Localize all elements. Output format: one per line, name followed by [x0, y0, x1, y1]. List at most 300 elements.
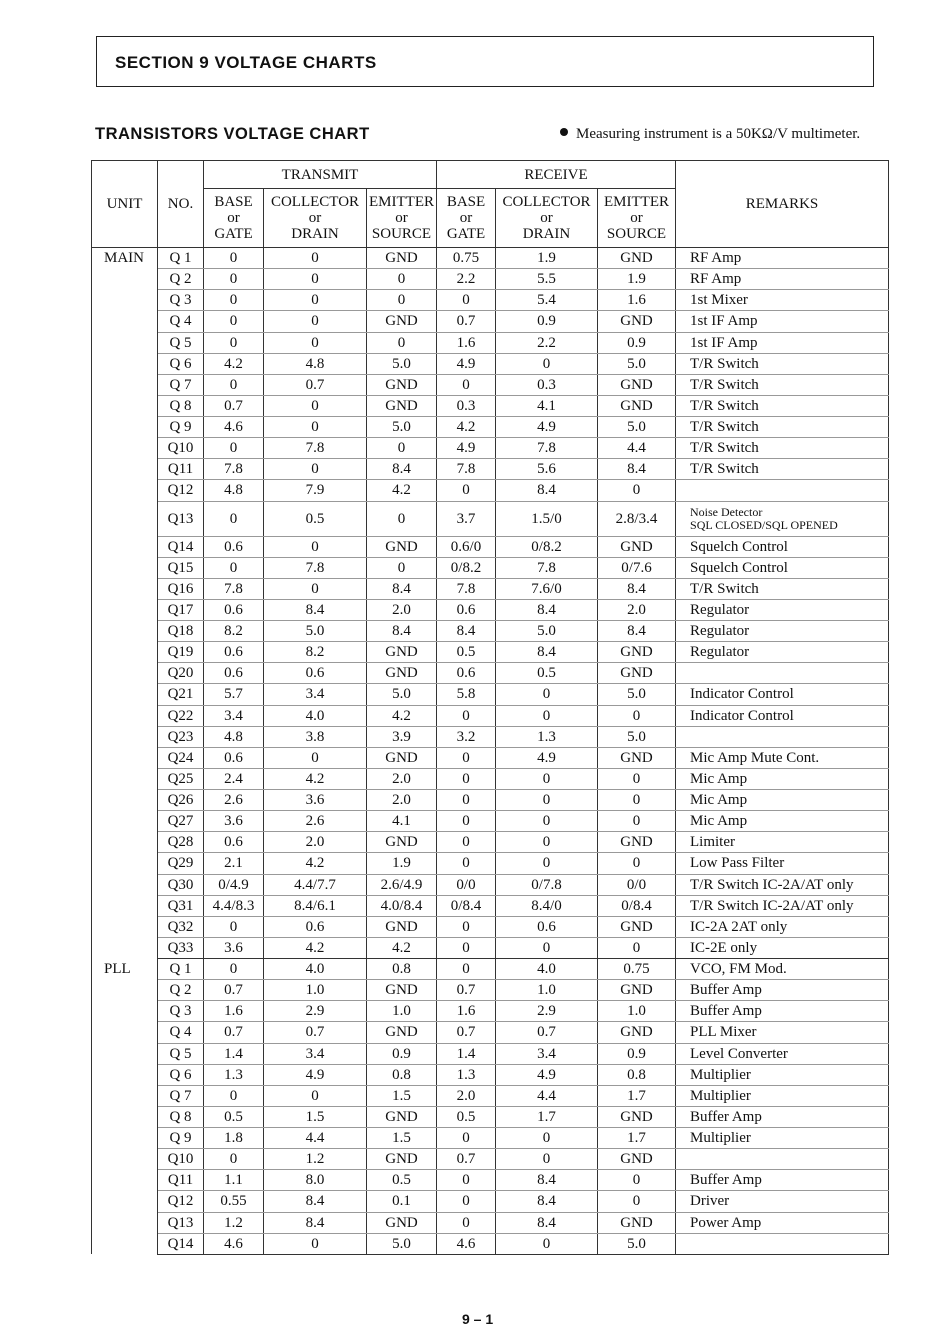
voltage-rx-emitter: GND — [598, 832, 676, 853]
voltage-tx-emitter: GND — [367, 1106, 437, 1127]
voltage-rx-collector: 0.5 — [496, 663, 598, 684]
table-row — [92, 1085, 889, 1106]
voltage-chart-body — [92, 248, 889, 1255]
table-row — [92, 417, 889, 438]
voltage-tx-collector: 8.4 — [264, 1191, 367, 1212]
remarks-cell: T/R Switch — [676, 417, 889, 438]
voltage-tx-base: 0 — [204, 374, 264, 395]
remarks-cell: Squelch Control — [676, 557, 889, 578]
voltage-tx-base: 0 — [204, 1149, 264, 1170]
remarks-cell: Buffer Amp — [676, 1170, 889, 1191]
voltage-tx-base: 1.3 — [204, 1064, 264, 1085]
voltage-rx-collector: 0 — [496, 705, 598, 726]
table-row — [92, 832, 889, 853]
remarks-cell — [676, 663, 889, 684]
voltage-tx-collector: 3.8 — [264, 726, 367, 747]
voltage-tx-base: 1.2 — [204, 1212, 264, 1233]
voltage-rx-emitter: GND — [598, 374, 676, 395]
table-row — [92, 578, 889, 599]
transistor-no: Q 5 — [158, 332, 204, 353]
transistor-no: Q 6 — [158, 353, 204, 374]
voltage-rx-collector: 0 — [496, 353, 598, 374]
voltage-rx-collector: 0.9 — [496, 311, 598, 332]
voltage-tx-emitter: 2.0 — [367, 599, 437, 620]
voltage-tx-base: 0.6 — [204, 599, 264, 620]
chart-title: TRANSISTORS VOLTAGE CHART — [95, 125, 370, 143]
voltage-tx-collector: 0 — [264, 311, 367, 332]
voltage-rx-base: 0/8.2 — [437, 557, 496, 578]
voltage-rx-emitter: 0 — [598, 480, 676, 501]
transistor-no: Q 8 — [158, 395, 204, 416]
remarks-cell — [676, 480, 889, 501]
voltage-rx-collector: 0 — [496, 1128, 598, 1149]
remarks-cell: Multiplier — [676, 1085, 889, 1106]
voltage-rx-base: 2.2 — [437, 269, 496, 290]
remarks-cell: T/R Switch — [676, 578, 889, 599]
voltage-tx-base: 0 — [204, 1085, 264, 1106]
voltage-tx-base: 7.8 — [204, 459, 264, 480]
voltage-tx-base: 0.5 — [204, 1106, 264, 1127]
bullet-icon — [560, 128, 568, 136]
remarks-cell: RF Amp — [676, 269, 889, 290]
remarks-cell: Buffer Amp — [676, 1106, 889, 1127]
transistor-no: Q23 — [158, 726, 204, 747]
voltage-rx-emitter: 0/8.4 — [598, 895, 676, 916]
voltage-rx-collector: 0 — [496, 832, 598, 853]
table-row — [92, 895, 889, 916]
remarks-cell — [676, 1233, 889, 1254]
remarks-cell: IC-2E only — [676, 937, 889, 958]
remarks-cell: Regulator — [676, 599, 889, 620]
voltage-rx-base: 0 — [437, 937, 496, 958]
transistor-no: Q10 — [158, 1149, 204, 1170]
table-row — [92, 1149, 889, 1170]
voltage-tx-base: 0 — [204, 916, 264, 937]
voltage-rx-collector: 0 — [496, 1149, 598, 1170]
voltage-rx-emitter: 0 — [598, 853, 676, 874]
remarks-cell — [676, 726, 889, 747]
voltage-tx-emitter: 0 — [367, 557, 437, 578]
voltage-rx-base: 7.8 — [437, 578, 496, 599]
voltage-rx-collector: 8.4/0 — [496, 895, 598, 916]
voltage-rx-base: 0 — [437, 1212, 496, 1233]
voltage-tx-emitter: 4.2 — [367, 705, 437, 726]
voltage-tx-emitter: 1.0 — [367, 1001, 437, 1022]
voltage-rx-base: 3.2 — [437, 726, 496, 747]
transistor-no: Q16 — [158, 578, 204, 599]
table-row — [92, 290, 889, 311]
voltage-chart-table — [91, 160, 889, 1255]
voltage-rx-base: 0 — [437, 1128, 496, 1149]
voltage-tx-base: 0.55 — [204, 1191, 264, 1212]
voltage-tx-collector: 4.4 — [264, 1128, 367, 1149]
voltage-rx-base: 0 — [437, 811, 496, 832]
table-row — [92, 1022, 889, 1043]
voltage-rx-base: 0.3 — [437, 395, 496, 416]
table-row — [92, 621, 889, 642]
voltage-tx-emitter: 8.4 — [367, 459, 437, 480]
table-row — [92, 1191, 889, 1212]
transistor-no: Q 4 — [158, 1022, 204, 1043]
voltage-rx-emitter: GND — [598, 311, 676, 332]
transistor-no: Q12 — [158, 1191, 204, 1212]
voltage-tx-emitter: GND — [367, 747, 437, 768]
voltage-tx-base: 4.2 — [204, 353, 264, 374]
remarks-cell — [676, 1149, 889, 1170]
remarks-cell: 1st IF Amp — [676, 332, 889, 353]
voltage-tx-collector: 0 — [264, 332, 367, 353]
transistor-no: Q33 — [158, 937, 204, 958]
remarks-cell: Level Converter — [676, 1043, 889, 1064]
transistor-no: Q11 — [158, 459, 204, 480]
voltage-rx-base: 0 — [437, 374, 496, 395]
remarks-cell: Regulator — [676, 621, 889, 642]
voltage-rx-collector: 0 — [496, 853, 598, 874]
voltage-rx-base: 0 — [437, 790, 496, 811]
voltage-tx-collector: 3.4 — [264, 1043, 367, 1064]
remarks-cell: Low Pass Filter — [676, 853, 889, 874]
voltage-rx-emitter: GND — [598, 1022, 676, 1043]
voltage-rx-base: 0/0 — [437, 874, 496, 895]
remarks-line-2: SQL CLOSED/SQL OPENED — [690, 517, 838, 532]
voltage-tx-emitter: 8.4 — [367, 621, 437, 642]
voltage-tx-base: 0 — [204, 332, 264, 353]
voltage-tx-collector: 0 — [264, 1233, 367, 1254]
table-row — [92, 1233, 889, 1254]
voltage-tx-emitter: 5.0 — [367, 1233, 437, 1254]
transistor-no: Q14 — [158, 536, 204, 557]
remarks-cell: T/R Switch — [676, 395, 889, 416]
table-row — [92, 599, 889, 620]
table-row — [92, 269, 889, 290]
voltage-tx-collector: 1.2 — [264, 1149, 367, 1170]
voltage-rx-base: 1.6 — [437, 1001, 496, 1022]
transistor-no: Q14 — [158, 1233, 204, 1254]
voltage-tx-base: 1.6 — [204, 1001, 264, 1022]
voltage-rx-collector: 4.0 — [496, 959, 598, 980]
table-row — [92, 1043, 889, 1064]
table-row — [92, 853, 889, 874]
voltage-rx-emitter: 5.0 — [598, 353, 676, 374]
page-number: 9 – 1 — [462, 1311, 494, 1327]
voltage-rx-collector: 4.9 — [496, 1064, 598, 1085]
remarks-cell: Multiplier — [676, 1064, 889, 1085]
voltage-rx-base: 0.5 — [437, 642, 496, 663]
header-tx-base: BASE or GATE — [204, 189, 264, 248]
voltage-rx-emitter: 2.0 — [598, 599, 676, 620]
table-row — [92, 332, 889, 353]
transistor-no: Q 5 — [158, 1043, 204, 1064]
voltage-tx-collector: 7.9 — [264, 480, 367, 501]
voltage-rx-collector: 0 — [496, 768, 598, 789]
remarks-cell: Limiter — [676, 832, 889, 853]
voltage-tx-collector: 0.5 — [264, 501, 367, 536]
table-row — [92, 438, 889, 459]
voltage-tx-emitter: GND — [367, 916, 437, 937]
voltage-tx-collector: 0 — [264, 747, 367, 768]
voltage-rx-collector: 2.2 — [496, 332, 598, 353]
table-row — [92, 1212, 889, 1233]
voltage-rx-collector: 1.0 — [496, 980, 598, 1001]
header-receive: RECEIVE — [437, 161, 676, 189]
transistor-no: Q25 — [158, 768, 204, 789]
voltage-rx-collector: 5.6 — [496, 459, 598, 480]
voltage-tx-collector: 0.7 — [264, 374, 367, 395]
voltage-rx-base: 4.2 — [437, 417, 496, 438]
voltage-tx-collector: 0 — [264, 269, 367, 290]
voltage-tx-emitter: GND — [367, 311, 437, 332]
remarks-cell: Squelch Control — [676, 536, 889, 557]
header-rx-collector: COLLECTOR or DRAIN — [496, 189, 598, 248]
header-tx-collector: COLLECTOR or DRAIN — [264, 189, 367, 248]
voltage-rx-collector: 4.9 — [496, 417, 598, 438]
remarks-cell: VCO, FM Mod. — [676, 959, 889, 980]
voltage-tx-base: 2.6 — [204, 790, 264, 811]
table-row — [92, 1064, 889, 1085]
voltage-rx-base: 1.6 — [437, 332, 496, 353]
remarks-cell: Mic Amp — [676, 768, 889, 789]
voltage-tx-base: 0 — [204, 269, 264, 290]
voltage-tx-base: 4.4/8.3 — [204, 895, 264, 916]
voltage-tx-base: 8.2 — [204, 621, 264, 642]
voltage-rx-emitter: 0 — [598, 790, 676, 811]
voltage-rx-emitter: 5.0 — [598, 417, 676, 438]
voltage-tx-emitter: 1.9 — [367, 853, 437, 874]
voltage-tx-collector: 7.8 — [264, 557, 367, 578]
voltage-rx-collector: 8.4 — [496, 642, 598, 663]
voltage-rx-emitter: 1.9 — [598, 269, 676, 290]
transistor-no: Q 8 — [158, 1106, 204, 1127]
voltage-tx-collector: 2.6 — [264, 811, 367, 832]
voltage-tx-collector: 5.0 — [264, 621, 367, 642]
voltage-tx-collector: 4.4/7.7 — [264, 874, 367, 895]
voltage-tx-emitter: 0.8 — [367, 959, 437, 980]
voltage-tx-emitter: 5.0 — [367, 353, 437, 374]
voltage-rx-collector: 0 — [496, 684, 598, 705]
voltage-tx-collector: 2.9 — [264, 1001, 367, 1022]
voltage-rx-collector: 5.5 — [496, 269, 598, 290]
voltage-rx-emitter: 0.9 — [598, 332, 676, 353]
voltage-tx-emitter: GND — [367, 1149, 437, 1170]
voltage-tx-collector: 2.0 — [264, 832, 367, 853]
voltage-rx-base: 5.8 — [437, 684, 496, 705]
voltage-tx-collector: 0 — [264, 1085, 367, 1106]
voltage-rx-base: 0.7 — [437, 980, 496, 1001]
transistor-no: Q 7 — [158, 1085, 204, 1106]
transistor-no: Q 1 — [158, 248, 204, 269]
voltage-rx-emitter: 2.8/3.4 — [598, 501, 676, 536]
voltage-tx-collector: 1.0 — [264, 980, 367, 1001]
voltage-tx-base: 3.6 — [204, 811, 264, 832]
transistor-no: Q 2 — [158, 980, 204, 1001]
voltage-tx-collector: 8.0 — [264, 1170, 367, 1191]
voltage-tx-base: 0.6 — [204, 832, 264, 853]
voltage-tx-base: 0.6 — [204, 642, 264, 663]
voltage-rx-base: 4.6 — [437, 1233, 496, 1254]
transistor-no: Q 1 — [158, 959, 204, 980]
voltage-rx-emitter: GND — [598, 1149, 676, 1170]
remarks-cell: Buffer Amp — [676, 980, 889, 1001]
transistor-no: Q 3 — [158, 1001, 204, 1022]
voltage-rx-emitter: 0 — [598, 811, 676, 832]
voltage-tx-emitter: 0 — [367, 501, 437, 536]
voltage-rx-collector: 0 — [496, 1233, 598, 1254]
voltage-tx-emitter: 0 — [367, 269, 437, 290]
transistor-no: Q18 — [158, 621, 204, 642]
table-row — [92, 726, 889, 747]
voltage-tx-collector: 0.7 — [264, 1022, 367, 1043]
voltage-tx-emitter: 0.9 — [367, 1043, 437, 1064]
measurement-note — [560, 126, 860, 143]
voltage-tx-collector: 4.2 — [264, 853, 367, 874]
voltage-rx-collector: 0 — [496, 937, 598, 958]
voltage-tx-base: 1.8 — [204, 1128, 264, 1149]
transistor-no: Q 6 — [158, 1064, 204, 1085]
table-row — [92, 705, 889, 726]
remarks-cell: 1st Mixer — [676, 290, 889, 311]
voltage-tx-base: 4.6 — [204, 417, 264, 438]
voltage-rx-base: 0.75 — [437, 248, 496, 269]
table-row — [92, 459, 889, 480]
remarks-cell: Regulator — [676, 642, 889, 663]
voltage-tx-base: 1.1 — [204, 1170, 264, 1191]
voltage-tx-collector: 0 — [264, 417, 367, 438]
voltage-rx-emitter: 0 — [598, 937, 676, 958]
voltage-tx-emitter: 4.2 — [367, 937, 437, 958]
voltage-rx-emitter: GND — [598, 916, 676, 937]
header-rx-base: BASE or GATE — [437, 189, 496, 248]
voltage-tx-base: 0/4.9 — [204, 874, 264, 895]
transistor-no: Q13 — [158, 1212, 204, 1233]
remarks-cell: Indicator Control — [676, 705, 889, 726]
transistor-no: Q17 — [158, 599, 204, 620]
voltage-tx-base: 4.6 — [204, 1233, 264, 1254]
voltage-rx-emitter: 5.0 — [598, 684, 676, 705]
header-tx-emitter: EMITTER or SOURCE — [367, 189, 437, 248]
voltage-tx-emitter: 0 — [367, 438, 437, 459]
voltage-rx-emitter: 5.0 — [598, 1233, 676, 1254]
remarks-cell: T/R Switch IC-2A/AT only — [676, 874, 889, 895]
voltage-rx-collector: 1.7 — [496, 1106, 598, 1127]
voltage-rx-base: 0.6/0 — [437, 536, 496, 557]
voltage-rx-base: 7.8 — [437, 459, 496, 480]
voltage-rx-collector: 4.1 — [496, 395, 598, 416]
voltage-rx-base: 0 — [437, 959, 496, 980]
voltage-tx-collector: 0 — [264, 459, 367, 480]
transistor-no: Q 9 — [158, 417, 204, 438]
voltage-rx-base: 1.3 — [437, 1064, 496, 1085]
section-title: SECTION 9 VOLTAGE CHARTS — [115, 53, 377, 72]
voltage-rx-collector: 0.7 — [496, 1022, 598, 1043]
voltage-rx-emitter: 0.75 — [598, 959, 676, 980]
voltage-rx-base: 0 — [437, 747, 496, 768]
header-unit: UNIT — [92, 161, 158, 248]
remarks-cell: T/R Switch — [676, 438, 889, 459]
voltage-tx-collector: 3.4 — [264, 684, 367, 705]
table-row — [92, 959, 889, 980]
voltage-rx-base: 4.9 — [437, 438, 496, 459]
transistor-no: Q 3 — [158, 290, 204, 311]
section-header-box — [96, 36, 874, 87]
voltage-rx-collector: 1.9 — [496, 248, 598, 269]
voltage-rx-base: 0 — [437, 480, 496, 501]
voltage-rx-collector: 7.8 — [496, 438, 598, 459]
voltage-tx-emitter: 1.5 — [367, 1085, 437, 1106]
voltage-rx-base: 4.9 — [437, 353, 496, 374]
voltage-tx-emitter: 0.5 — [367, 1170, 437, 1191]
transistor-no: Q30 — [158, 874, 204, 895]
table-row — [92, 811, 889, 832]
transistor-no: Q13 — [158, 501, 204, 536]
voltage-rx-emitter: GND — [598, 663, 676, 684]
table-row — [92, 480, 889, 501]
voltage-tx-base: 3.4 — [204, 705, 264, 726]
transistor-no: Q15 — [158, 557, 204, 578]
voltage-rx-emitter: 0.8 — [598, 1064, 676, 1085]
voltage-tx-base: 2.4 — [204, 768, 264, 789]
unit-label: MAIN — [92, 248, 158, 959]
voltage-rx-collector: 1.5/0 — [496, 501, 598, 536]
voltage-tx-emitter: 4.0/8.4 — [367, 895, 437, 916]
voltage-rx-emitter: GND — [598, 1106, 676, 1127]
voltage-tx-collector: 0 — [264, 578, 367, 599]
voltage-rx-collector: 0 — [496, 811, 598, 832]
voltage-tx-base: 0.6 — [204, 747, 264, 768]
voltage-tx-collector: 8.2 — [264, 642, 367, 663]
table-row — [92, 374, 889, 395]
voltage-tx-collector: 3.6 — [264, 790, 367, 811]
remarks-cell: Indicator Control — [676, 684, 889, 705]
voltage-tx-emitter: 5.0 — [367, 684, 437, 705]
voltage-rx-collector: 3.4 — [496, 1043, 598, 1064]
voltage-rx-emitter: 4.4 — [598, 438, 676, 459]
table-row — [92, 768, 889, 789]
voltage-rx-base: 2.0 — [437, 1085, 496, 1106]
voltage-tx-collector: 4.2 — [264, 937, 367, 958]
voltage-rx-emitter: GND — [598, 642, 676, 663]
voltage-rx-collector: 0.3 — [496, 374, 598, 395]
voltage-tx-collector: 0 — [264, 290, 367, 311]
voltage-tx-base: 4.8 — [204, 480, 264, 501]
table-row — [92, 663, 889, 684]
voltage-rx-base: 3.7 — [437, 501, 496, 536]
voltage-rx-collector: 0.6 — [496, 916, 598, 937]
table-row — [92, 937, 889, 958]
voltage-tx-base: 1.4 — [204, 1043, 264, 1064]
voltage-rx-collector: 4.4 — [496, 1085, 598, 1106]
voltage-tx-emitter: GND — [367, 536, 437, 557]
table-row — [92, 311, 889, 332]
remarks-cell: T/R Switch — [676, 374, 889, 395]
voltage-rx-base: 8.4 — [437, 621, 496, 642]
voltage-rx-base: 0.7 — [437, 1149, 496, 1170]
voltage-rx-collector: 8.4 — [496, 1212, 598, 1233]
voltage-tx-emitter: GND — [367, 395, 437, 416]
voltage-rx-collector: 2.9 — [496, 1001, 598, 1022]
remarks-cell: Buffer Amp — [676, 1001, 889, 1022]
remarks-cell: Mic Amp Mute Cont. — [676, 747, 889, 768]
table-row — [92, 501, 889, 536]
voltage-rx-base: 0/8.4 — [437, 895, 496, 916]
voltage-rx-base: 0 — [437, 832, 496, 853]
voltage-tx-emitter: GND — [367, 642, 437, 663]
voltage-rx-emitter: GND — [598, 248, 676, 269]
voltage-rx-emitter: 1.7 — [598, 1085, 676, 1106]
voltage-tx-base: 0.7 — [204, 395, 264, 416]
voltage-rx-collector: 0/7.8 — [496, 874, 598, 895]
voltage-tx-collector: 0.6 — [264, 916, 367, 937]
transistor-no: Q21 — [158, 684, 204, 705]
